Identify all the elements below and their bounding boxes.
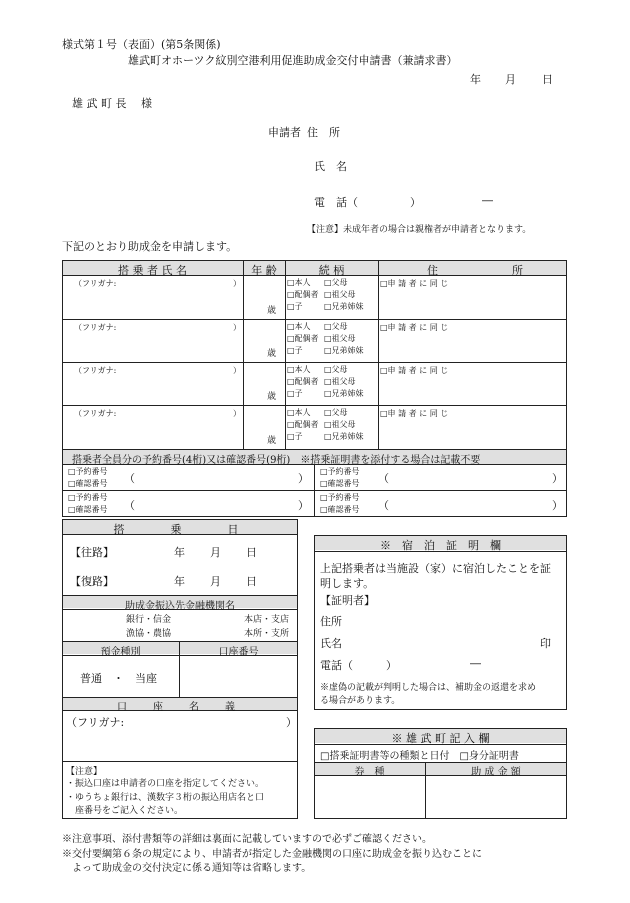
relationship-checkboxes[interactable]: □本人 □配偶者 □子 xyxy=(287,408,319,441)
certifier-label: 【証明者】 xyxy=(320,594,375,607)
applicant-phone-close: ） xyxy=(410,196,421,209)
lodging-text-2: 明します。 xyxy=(320,577,375,590)
outbound-year: 年 xyxy=(174,546,185,559)
col-header-name: 搭 乗 者 氏 名 xyxy=(118,264,187,277)
lodging-warning-1: ※虚偽の記載が判明した場合は、補助金の返還を求め xyxy=(320,683,537,693)
reservation-close: ） xyxy=(298,472,309,485)
footer-note-2: ※交付要綱第６条の規定により、申請者が指定した金融機関の口座に助成金を振り込むことに xyxy=(62,849,482,860)
col-header-address-1: 住 xyxy=(427,264,438,277)
furigana-label: （フリガナ: xyxy=(74,409,117,418)
furigana-close: ） xyxy=(233,279,241,288)
relationship-checkboxes-2[interactable]: □父母 □祖父母 □兄弟姉妹 xyxy=(324,365,364,398)
relationship-checkboxes[interactable]: □本人 □配偶者 □子 xyxy=(287,322,319,355)
reservation-open: （ xyxy=(124,472,135,485)
bank-note-1: ・振込口座は申請者の口座を指定してください。 xyxy=(66,779,265,789)
certifier-phone-label: 電話（ ） xyxy=(320,659,397,672)
applicant-address-label: 住 所 xyxy=(307,126,340,139)
return-day: 日 xyxy=(246,575,257,588)
reservation-close: ） xyxy=(552,472,563,485)
same-as-applicant-checkbox[interactable]: □申 請 者 に 同 じ xyxy=(380,409,449,418)
date-day: 日 xyxy=(542,73,553,86)
branch-type-1: 本店・支店 xyxy=(244,615,290,625)
reservation-header: 搭乗者全員分の予約番号(4桁)又は確認番号(9桁) ※搭乗証明書を添付する場合は記載不要 xyxy=(72,455,481,466)
reservation-close: ） xyxy=(552,499,563,512)
lodging-text-1: 上記搭乗者は当施設（家）に宿泊したことを証 xyxy=(320,562,551,575)
applicant-label: 申請者 xyxy=(268,126,301,139)
ticket-type-header: 券 種 xyxy=(354,767,385,778)
reservation-open: （ xyxy=(378,499,389,512)
relationship-checkboxes-2[interactable]: □父母 □祖父母 □兄弟姉妹 xyxy=(324,408,364,441)
bank-note-3: 座番号をご記入ください。 xyxy=(66,806,184,816)
date-year: 年 xyxy=(470,73,481,86)
furigana-close: ） xyxy=(233,409,241,418)
seal-mark: 印 xyxy=(540,637,551,650)
furigana-label: （フリガナ: xyxy=(74,279,117,288)
town-use-header: ※ 雄 武 町 記 入 欄 xyxy=(391,732,490,745)
relationship-checkboxes-2[interactable]: □父母 □祖父母 □兄弟姉妹 xyxy=(324,278,364,311)
reservation-type-checkboxes[interactable]: □予約番号 □確認番号 xyxy=(320,467,360,488)
same-as-applicant-checkbox[interactable]: □申 請 者 に 同 じ xyxy=(380,279,449,288)
footer-note-1: ※注意事項、添付書類等の詳細は裏面に記載していますので必ずご確認ください。 xyxy=(62,834,432,845)
intro-text: 下記のとおり助成金を申請します。 xyxy=(62,240,238,253)
outbound-label: 【往路】 xyxy=(70,546,114,559)
footer-note-3: よって助成金の交付決定に係る通知等は省略します。 xyxy=(62,863,312,874)
certifier-address-label: 住所 xyxy=(320,615,342,628)
age-unit: 歳 xyxy=(267,349,277,359)
bank-type-1: 銀行・信金 xyxy=(126,615,172,625)
relationship-checkboxes[interactable]: □本人 □配偶者 □子 xyxy=(287,278,319,311)
deposit-type-header: 預金種別 xyxy=(100,647,141,658)
col-header-relation: 続 柄 xyxy=(318,264,345,277)
bank-note-title: 【注意】 xyxy=(66,767,103,777)
return-month: 月 xyxy=(210,575,221,588)
bank-type-2: 漁協・農協 xyxy=(126,629,172,639)
addressee: 雄 武 町 長 様 xyxy=(72,97,152,110)
lodging-header: ※ 宿 泊 証 明 欄 xyxy=(380,539,501,552)
applicant-phone-dash: ― xyxy=(482,194,493,207)
same-as-applicant-checkbox[interactable]: □申 請 者 に 同 じ xyxy=(380,323,449,332)
form-number: 様式第１号（表面）(第5条関係) xyxy=(62,38,221,51)
bank-note-2: ・ゆうちょ銀行は、漢数字３桁の振込用店名と口 xyxy=(66,793,265,803)
relationship-checkboxes-2[interactable]: □父母 □祖父母 □兄弟姉妹 xyxy=(324,322,364,355)
return-label: 【復路】 xyxy=(70,575,114,588)
certifier-name-label: 氏名 xyxy=(320,637,342,650)
furigana-label: （フリガナ: xyxy=(74,366,117,375)
reservation-open: （ xyxy=(378,472,389,485)
col-header-address-2: 所 xyxy=(512,264,523,277)
subsidy-amount-header: 助 成 金 額 xyxy=(471,767,521,778)
boarding-header: 搭 乗 日 xyxy=(113,523,247,536)
holder-furigana-label: （フリガナ: xyxy=(66,716,125,729)
applicant-name-label: 氏 名 xyxy=(314,160,347,173)
date-month: 月 xyxy=(505,73,516,86)
holder-furigana-close: ） xyxy=(286,716,297,729)
reservation-open: （ xyxy=(124,499,135,512)
outbound-month: 月 xyxy=(210,546,221,559)
reservation-type-checkboxes[interactable]: □予約番号 □確認番号 xyxy=(68,493,108,514)
return-year: 年 xyxy=(174,575,185,588)
branch-type-2: 本所・支所 xyxy=(244,629,290,639)
age-unit: 歳 xyxy=(267,436,277,446)
certifier-phone-dash: ― xyxy=(470,657,481,670)
reservation-close: ） xyxy=(298,499,309,512)
reservation-type-checkboxes[interactable]: □予約番号 □確認番号 xyxy=(68,467,108,488)
deposit-type-options[interactable]: 普通 ・ 当座 xyxy=(80,672,157,685)
age-unit: 歳 xyxy=(267,392,277,402)
town-use-checkboxes[interactable]: □搭乗証明書等の種類と日付 □身分証明書 xyxy=(320,751,519,762)
age-unit: 歳 xyxy=(267,306,277,316)
col-header-age: 年 齢 xyxy=(251,264,277,277)
bank-header: 助成金振込先金融機関名 xyxy=(125,601,235,612)
furigana-close: ） xyxy=(233,323,241,332)
lodging-warning-2: る場合があります。 xyxy=(320,696,401,706)
account-holder-header: 口 座 名 義 xyxy=(117,702,243,713)
account-number-header: 口座番号 xyxy=(218,647,259,658)
furigana-close: ） xyxy=(233,366,241,375)
reservation-type-checkboxes[interactable]: □予約番号 □確認番号 xyxy=(320,493,360,514)
applicant-phone-label: 電 話（ xyxy=(314,196,358,209)
same-as-applicant-checkbox[interactable]: □申 請 者 に 同 じ xyxy=(380,366,449,375)
form-title: 雄武町オホーツク紋別空港利用促進助成金交付申請書（兼請求書） xyxy=(128,54,458,67)
relationship-checkboxes[interactable]: □本人 □配偶者 □子 xyxy=(287,365,319,398)
outbound-day: 日 xyxy=(246,546,257,559)
applicant-note: 【注意】未成年者の場合は親権者が申請者となります。 xyxy=(307,225,532,235)
furigana-label: （フリガナ: xyxy=(74,323,117,332)
